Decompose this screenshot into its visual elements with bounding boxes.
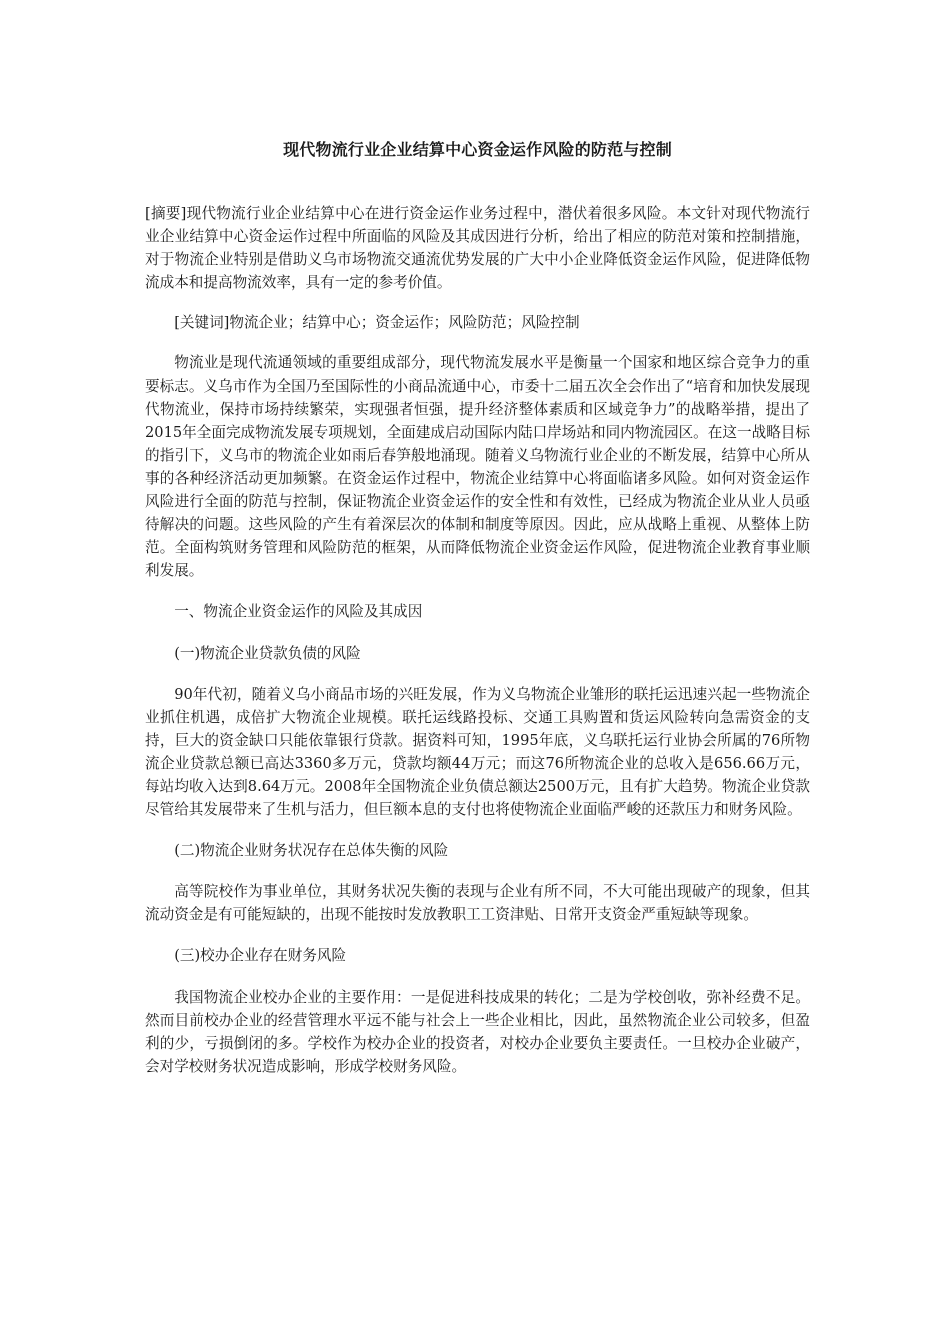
subsection-body-1: 90年代初，随着义乌小商品市场的兴旺发展，作为义乌物流企业雏形的联托运迅速兴起一些物流企业抓住机遇，成倍扩大物流企业规模。联托运线路投标、交通工具购置和货运风险转向急需资金的支持，巨大的资金缺口只能依靠银行贷款。据资料可知，1995年底，义乌联托运行业协会所属的76所物流企业贷款总额已高达3360多万元，贷款均额44万元；而这76所物流企业的总收入是656.66万元，每站均收入达到8.64万元。2008年全国物流企业负债总额达2500万元，且有扩大趋势。物流企业贷款尽管给其发展带来了生机与活力，但巨额本息的支付也将使物流企业面临严峻的还款压力和财务风险。 <box>145 685 810 819</box>
intro-paragraph: 物流业是现代流通领域的重要组成部分，现代物流发展水平是衡量一个国家和地区综合竞争力的重要标志。义乌市作为全国乃至国际性的小商品流通中心，市委十二届五次全会作出了“培育和加快发展现代物流业，保持市场持续繁荣，实现强者恒强，提升经济整体素质和区域竞争力”的战略举措，提出了2015年全面完成物流发展专项规划，全面建成启动国际内陆口岸场站和同内物流园区。在这一战略目标的指引下，义乌市的物流企业如雨后春笋般地涌现。随着义乌物流行业企业的不断发展，结算中心所从事的各种经济活动更加频繁。在资金运作过程中，物流企业结算中心将面临诸多风险。如何对资金运作风险进行全面的防范与控制，保证物流企业资金运作的安全性和有效性，已经成为物流企业从业人员亟待解决的问题。这些风险的产生有着深层次的体制和制度等原因。因此，应从战略上重视、从整体上防范。全面构筑财务管理和风险防范的框架，从而降低物流企业资金运作风险，促进物流企业教育事业顺利发展。 <box>145 354 810 580</box>
subsection-heading-3: (三)校办企业存在财务风险 <box>174 947 347 965</box>
abstract-paragraph: [摘要]现代物流行业企业结算中心在进行资金运作业务过程中，潜伏着很多风险。本文针对现代物流行业企业结算中心资金运作过程中所面临的风险及其成因进行分析，给出了相应的防范对策和控制措施，对于物流企业特别是借助义乌市场物流交通流优势发展的广大中小企业降低资金运作风险，促进降低物流成本和提高物流效率，具有一定的参考价值。 <box>145 205 810 292</box>
keywords-paragraph: [关键词]物流企业；结算中心；资金运作；风险防范；风险控制 <box>174 314 580 332</box>
document-title: 现代物流行业企业结算中心资金运作风险的防范与控制 <box>283 140 672 159</box>
document-page <box>145 138 810 1078</box>
subsection-body-2: 高等院校作为事业单位，其财务状况失衡的表现与企业有所不同，不大可能出现破产的现象，但其流动资金是有可能短缺的，出现不能按时发放教职工工资津贴、日常开支资金严重短缺等现象。 <box>145 883 810 924</box>
subsection-heading-1: (一)物流企业贷款负债的风险 <box>174 644 361 662</box>
subsection-heading-2: (二)物流企业财务状况存在总体失衡的风险 <box>174 842 449 860</box>
subsection-body-3: 我国物流企业校办企业的主要作用：一是促进科技成果的转化；二是为学校创收，弥补经费不足。然而目前校办企业的经营管理水平远不能与社会上一些企业相比，因此，虽然物流企业公司较多，但盈利的少，亏损倒闭的多。学校作为校办企业的投资者，对校办企业要负主要责任。一旦校办企业破产，会对学校财务状况造成影响，形成学校财务风险。 <box>145 988 810 1075</box>
section-heading: 一、物流企业资金运作的风险及其成因 <box>174 603 423 621</box>
